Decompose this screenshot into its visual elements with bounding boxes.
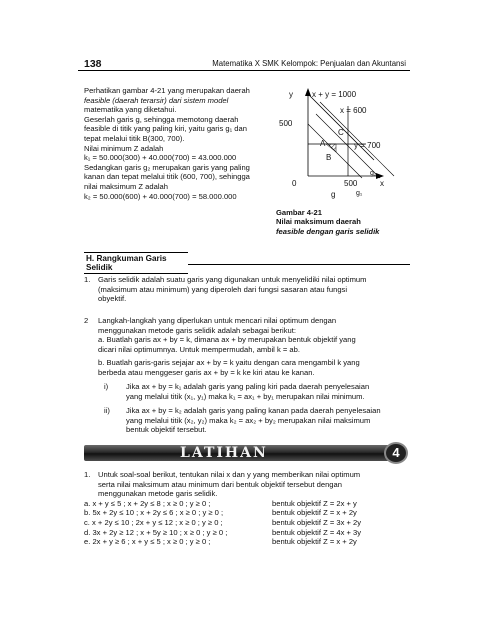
latihan-banner [84,442,414,463]
section-heading: H. Rangkuman Garis Selidik [84,252,188,274]
summary-item-2-ii: ii) Jika ax + by = k₂ adalah garis yang paling kanan pada daerah penyelesaian yang melalui titik (x₂, y₂) maka k₂ = ax₂ + by₂ merupakan nilai maksimum bentuk objektif tersebut. [104,406,381,435]
line-x-plus-y [308,94,374,160]
label-origin: 0 [292,179,297,188]
y-axis-arrow [305,88,311,96]
line-g [308,124,362,178]
label-y500: 500 [279,119,293,128]
exercise-item-e: e. 2x + y ≥ 6 ; x + y ≤ 5 ; x ≥ 0 ; y ≥ 0 ; bentuk objektif Z = x + 2y [84,537,357,547]
label-line-y: y = 700 [354,141,381,150]
intro-line: matematika yang diketahui. [84,105,177,115]
intro-line: k₂ = 50.000(600) + 40.000(700) = 58.000.000 [84,191,237,201]
exercise-item-b: b. 5x + 2y ≤ 10 ; x + 2y ≤ 6 ; x ≥ 0 ; y ≥ 0 ; bentuk objektif Z = x + 2y [84,508,357,518]
label-g2: g₂ [370,170,377,177]
section-rule [188,264,410,265]
intro-line: Sedangkan garis g₂ merupakan garis yang paling [84,162,250,172]
intro-line: kanan dan tepat melalui titik (600, 700), sehingga [84,172,250,182]
label-line-xy: x + y = 1000 [312,90,357,99]
figure-caption: Gambar 4-21 Nilai maksimum daerah feasible dengan garis selidik [276,208,380,236]
header-rule [78,70,410,71]
intro-line: Geserlah garis g, sehingga memotong daerah [84,114,239,124]
page-number: 138 [84,58,102,70]
label-g1: g₁ [356,190,363,197]
latihan-number: 4 [384,442,408,464]
label-y: y [289,90,293,99]
latihan-label: LATIHAN [180,445,268,461]
intro-line: feasible di titik yang paling kiri, yaitu garis g₁ dan [84,124,247,134]
intro-line: tepat melalui titik B(300, 700). [84,133,185,143]
label-x: x [380,179,384,188]
intro-line: Nilai minimum Z adalah [84,143,164,153]
summary-item-2-i: i) Jika ax + by = k₁ adalah garis yang paling kiri pada daerah penyelesaian yang melalui titik (x₁, y₁) maka k₁ = ax₁ + by₁ merupakan nilai minimum. [104,382,370,401]
label-a: A [320,139,326,148]
summary-item-1: 1. Garis selidik adalah suatu garis yang digunakan untuk menyelidiki nilai optimum (maksimum atau minimum) yang diperoleh dari fungsi sasaran atau fungsi obyektif. [84,275,367,304]
intro-line: Perhatikan gambar 4-21 yang merupakan daerah [84,86,250,95]
label-line-x: x = 600 [340,106,367,115]
exercise-1: 1. Untuk soal-soal berikut, tentukan nilai x dan y yang memberikan nilai optimum serta nilai maksimum atau minimum dari bentuk objektif tersebut dengan menggunakan metode garis selidik. a. x + y ≤ 5 ; x + 2y ≤ 8 ; x ≥ 0 ; y ≥ 0 ; bentuk objektif Z = 2x + y b. 5x + 2y ≤ 10 ; x + 2y ≤ 6 ; x ≥ 0 ; y ≥ 0 ; bentuk objektif Z = x + 2y c. x + 2y ≤ 10 ; 2x + y ≤ 12 ; x ≥ 0 ; y ≥ 0 ; bentuk objektif Z = 3x + 2y d. 3x + 2y ≥ 12 ; x + 5y ≥ 10 ; x ≥ 0 ; y ≥ 0 ; bentuk objektif Z = 4x + 3y e. 2x + y ≥ 6 ; x + y ≤ 5 ; x ≥ 0 ; y ≥ 0 ; bentuk objektif Z = x + 2y [84,470,362,547]
exercise-item-d: d. 3x + 2y ≥ 12 ; x + 5y ≥ 10 ; x ≥ 0 ; y ≥ 0 ; bentuk objektif Z = 4x + 3y [84,527,362,537]
label-x500: 500 [344,179,358,188]
intro-line: nilai maksimum Z adalah [84,181,168,191]
label-c: C [338,128,344,137]
running-title: Matematika X SMK Kelompok: Penjualan dan Akuntansi [212,59,406,68]
summary-item-2: 2 Langkah-langkah yang diperlukan untuk mencari nilai optimum dengan menggunakan metode garis selidik adalah sebagai berikut: a. Buatlah garis ax + by = k, dimana ax + by merupakan bentuk objektif yang dicari nilai optimumnya. Untuk mempermudah, ambil k = ab. b. Buatlah garis-garis sejajar ax + by = k yaitu dengan cara mengambil k yang berbeda atau menggeser garis ax + by = k ke kiri atau ke kanan. [84,316,360,377]
exercise-item-a: a. x + y ≤ 5 ; x + 2y ≤ 8 ; x ≥ 0 ; y ≥ 0 ; bentuk objektif Z = 2x + y [84,498,357,508]
feasible-region-figure [276,84,406,206]
intro-paragraph [84,86,280,201]
exercise-item-c: c. x + 2y ≤ 10 ; 2x + y ≤ 12 ; x ≥ 0 ; y ≥ 0 ; bentuk objektif Z = 3x + 2y [84,517,362,527]
intro-line: k₁ = 50.000(300) + 40.000(700) = 43.000.000 [84,153,237,163]
intro-line: feasible (daerah terarsir) dari sistem model [84,95,229,105]
label-g: g [331,190,336,199]
label-b: B [326,153,332,162]
